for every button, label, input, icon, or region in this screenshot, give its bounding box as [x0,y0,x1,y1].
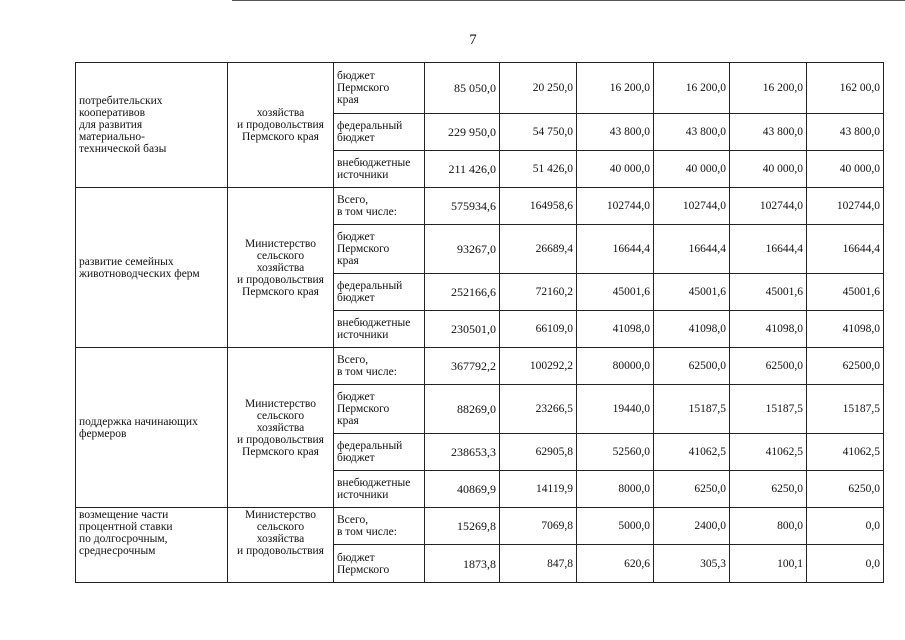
funding-source-cell: бюджет Пермского края [334,63,425,114]
amount-cell: 43 800,0 [577,114,654,151]
amount-cell: 40 000,0 [577,151,654,188]
amount-cell: 62500,0 [807,348,884,385]
measure-name-cell: развитие семейных животноводческих ферм [76,188,228,348]
amount-cell: 43 800,0 [654,114,730,151]
amount-cell: 41062,5 [807,434,884,471]
funding-source-cell: бюджет Пермского [334,545,425,583]
amount-cell: 45001,6 [654,274,730,311]
amount-cell: 5000,0 [577,508,654,545]
amount-cell: 305,3 [654,545,730,583]
amount-cell: 8000,0 [577,471,654,508]
funding-source-cell: внебюджетные источники [334,311,425,348]
amount-cell: 16644,4 [807,225,884,274]
amount-cell: 40 000,0 [654,151,730,188]
amount-cell: 164958,6 [500,188,577,225]
funding-source-cell: федеральный бюджет [334,434,425,471]
amount-cell: 14119,9 [500,471,577,508]
amount-cell: 43 800,0 [807,114,884,151]
amount-cell: 575934,6 [425,188,500,225]
amount-cell: 102744,0 [807,188,884,225]
executor-cell: Министерство сельского хозяйства и продовольствия Пермского края [228,348,334,508]
amount-cell: 41098,0 [577,311,654,348]
table-row [76,348,884,385]
amount-cell: 367792,2 [425,348,500,385]
amount-cell: 1873,8 [425,545,500,583]
funding-source-cell: бюджет Пермского края [334,385,425,434]
amount-cell: 15269,8 [425,508,500,545]
amount-cell: 102744,0 [730,188,807,225]
amount-cell: 54 750,0 [500,114,577,151]
amount-cell: 40 000,0 [730,151,807,188]
amount-cell: 62905,8 [500,434,577,471]
amount-cell: 41098,0 [654,311,730,348]
amount-cell: 40869,9 [425,471,500,508]
funding-source-cell: внебюджетные источники [334,471,425,508]
amount-cell: 102744,0 [654,188,730,225]
amount-cell: 43 800,0 [730,114,807,151]
amount-cell: 16 200,0 [730,63,807,114]
amount-cell: 238653,3 [425,434,500,471]
funding-source-cell: Всего, в том числе: [334,508,425,545]
amount-cell: 100,1 [730,545,807,583]
funding-source-cell: бюджет Пермского края [334,225,425,274]
executor-cell: Министерство сельского хозяйства и продовольствия Пермского края [228,188,334,348]
funding-source-cell: внебюджетные источники [334,151,425,188]
page-number: 7 [469,32,477,48]
amount-cell: 72160,2 [500,274,577,311]
amount-cell: 6250,0 [654,471,730,508]
amount-cell: 229 950,0 [425,114,500,151]
executor-cell: хозяйства и продовольствия Пермского края [228,63,334,188]
measure-name-cell: поддержка начинающих фермеров [76,348,228,508]
amount-cell: 62500,0 [730,348,807,385]
amount-cell: 19440,0 [577,385,654,434]
amount-cell: 52560,0 [577,434,654,471]
amount-cell: 252166,6 [425,274,500,311]
amount-cell: 26689,4 [500,225,577,274]
amount-cell: 15187,5 [807,385,884,434]
amount-cell: 847,8 [500,545,577,583]
funding-source-cell: Всего, в том числе: [334,188,425,225]
table-row [76,63,884,114]
funding-source-cell: федеральный бюджет [334,114,425,151]
amount-cell: 20 250,0 [500,63,577,114]
amount-cell: 230501,0 [425,311,500,348]
amount-cell: 45001,6 [807,274,884,311]
top-rule [232,0,905,1]
amount-cell: 0,0 [807,508,884,545]
amount-cell: 93267,0 [425,225,500,274]
amount-cell: 66109,0 [500,311,577,348]
amount-cell: 100292,2 [500,348,577,385]
amount-cell: 40 000,0 [807,151,884,188]
amount-cell: 62500,0 [654,348,730,385]
amount-cell: 7069,8 [500,508,577,545]
amount-cell: 16 200,0 [577,63,654,114]
amount-cell: 15187,5 [654,385,730,434]
amount-cell: 102744,0 [577,188,654,225]
amount-cell: 51 426,0 [500,151,577,188]
amount-cell: 45001,6 [730,274,807,311]
table-row [76,508,884,545]
amount-cell: 16 200,0 [654,63,730,114]
amount-cell: 85 050,0 [425,63,500,114]
amount-cell: 0,0 [807,545,884,583]
executor-cell: Министерство сельского хозяйства и продовольствия [228,508,334,583]
amount-cell: 41062,5 [654,434,730,471]
table-body [76,63,884,583]
amount-cell: 16644,4 [577,225,654,274]
measure-name-cell: возмещение части процентной ставки по долгосрочным, среднесрочным [76,508,228,583]
amount-cell: 211 426,0 [425,151,500,188]
budget-table [75,62,884,583]
funding-source-cell: Всего, в том числе: [334,348,425,385]
amount-cell: 80000,0 [577,348,654,385]
funding-source-cell: федеральный бюджет [334,274,425,311]
amount-cell: 16644,4 [730,225,807,274]
amount-cell: 15187,5 [730,385,807,434]
amount-cell: 41062,5 [730,434,807,471]
amount-cell: 23266,5 [500,385,577,434]
amount-cell: 6250,0 [807,471,884,508]
amount-cell: 41098,0 [807,311,884,348]
amount-cell: 6250,0 [730,471,807,508]
amount-cell: 16644,4 [654,225,730,274]
measure-name-cell: потребительских кооперативов для развития материально- технической базы [76,63,228,188]
amount-cell: 162 00,0 [807,63,884,114]
amount-cell: 2400,0 [654,508,730,545]
amount-cell: 41098,0 [730,311,807,348]
amount-cell: 620,6 [577,545,654,583]
amount-cell: 45001,6 [577,274,654,311]
amount-cell: 88269,0 [425,385,500,434]
amount-cell: 800,0 [730,508,807,545]
table-row [76,188,884,225]
